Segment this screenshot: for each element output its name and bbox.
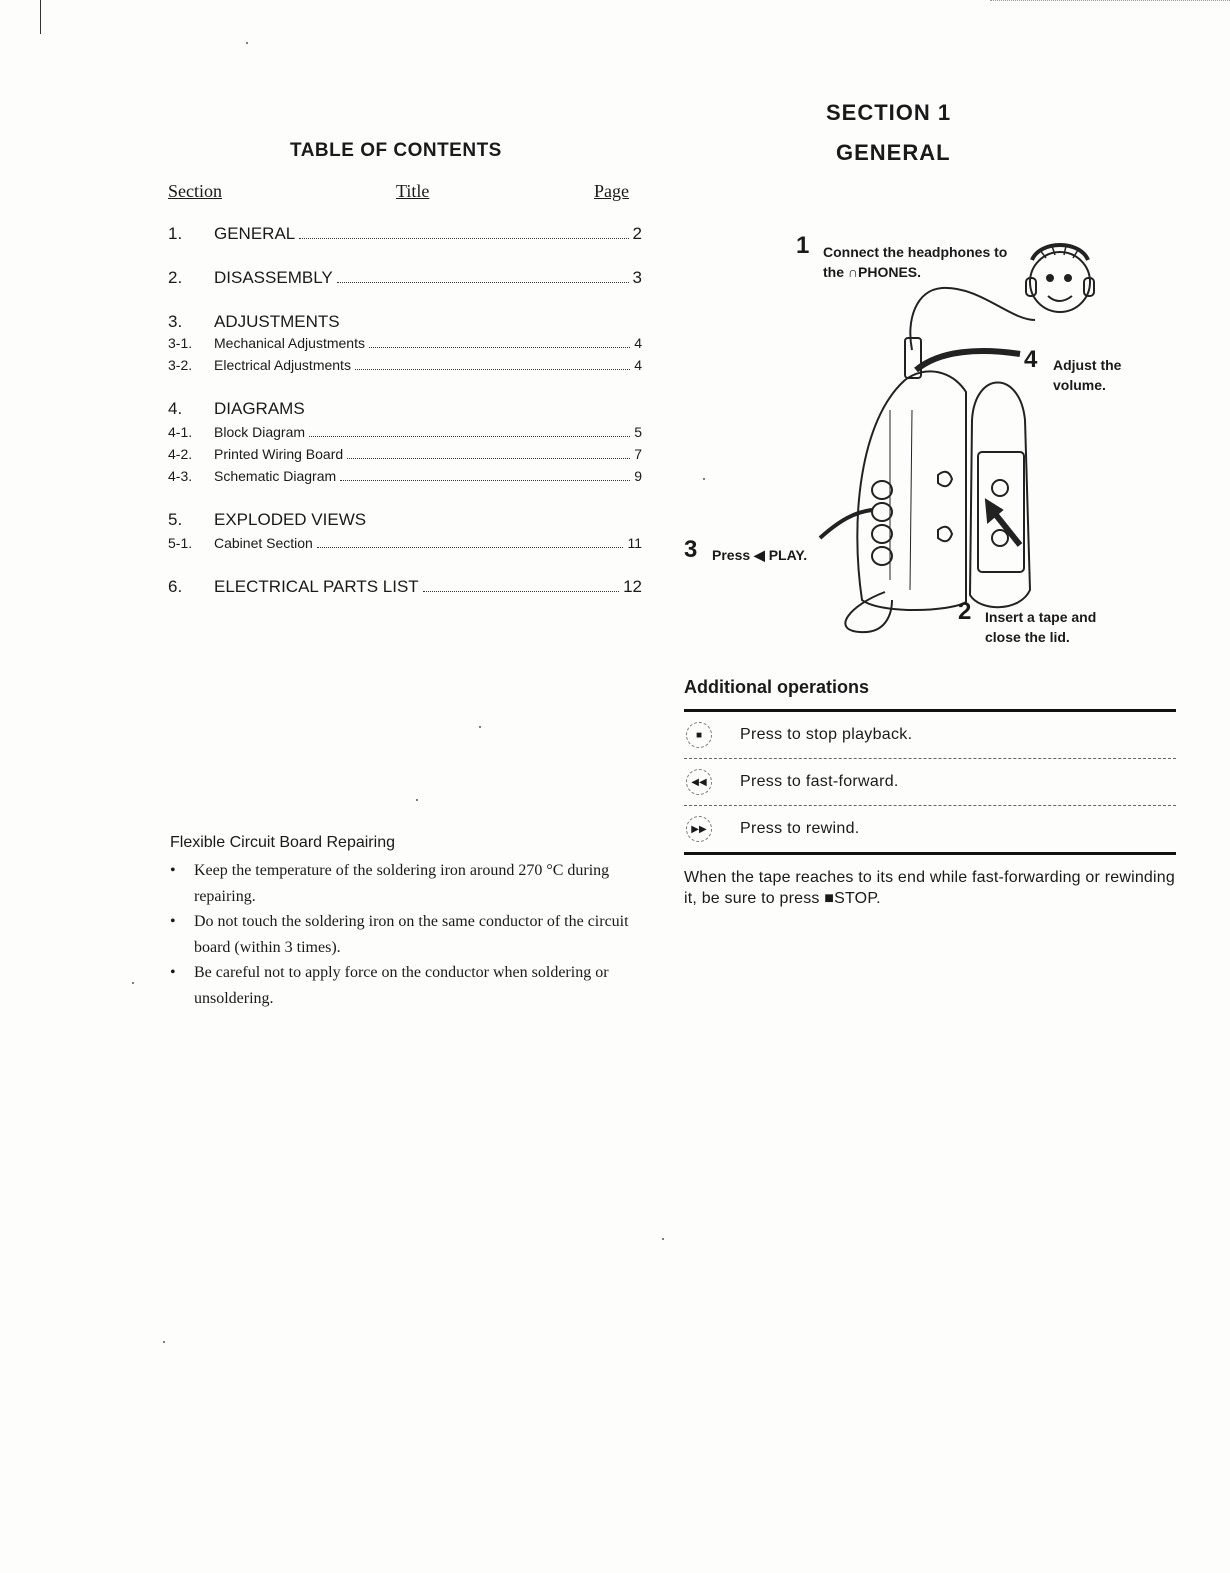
step-2-text: Insert a tape and close the lid.: [985, 609, 1097, 645]
toc-row-mechanical-adjustments: [168, 335, 642, 352]
toc-label: ADJUSTMENTS: [214, 312, 340, 331]
stop-icon: [684, 712, 740, 758]
toc-page: 7: [634, 446, 642, 462]
toc-group-exploded-views: [168, 510, 366, 530]
headphones-character-icon: [1026, 245, 1094, 312]
toc-group-adjustments: [168, 312, 340, 332]
toc-label: Block Diagram: [214, 424, 306, 440]
toc-page: 2: [632, 224, 642, 243]
fcb-item: • Do not touch the soldering iron on the same conductor of the circuit board (within 3 times).: [170, 909, 640, 960]
toc-leader: [347, 458, 630, 459]
play-arrow: [820, 510, 872, 538]
toc-page: 4: [634, 335, 642, 351]
op-row-stop: [684, 712, 1176, 759]
step-1-number: 1: [796, 232, 810, 259]
stop-glyph: ■: [686, 722, 712, 748]
section-name: GENERAL: [836, 140, 951, 165]
toc-num: 1.: [168, 224, 183, 243]
toc-row-general: [168, 224, 642, 244]
scan-speck: [246, 42, 248, 44]
toc-label: Schematic Diagram: [214, 468, 337, 484]
toc-num: 2.: [168, 268, 183, 287]
toc-num: 3-1.: [168, 335, 193, 351]
toc-row-disassembly: [168, 268, 642, 288]
toc-num: 3.: [168, 312, 183, 331]
toc-page: 9: [634, 468, 642, 484]
scan-speck: [416, 799, 418, 801]
toc-leader: [317, 547, 624, 548]
toc-leader: [423, 591, 619, 592]
fast-forward-icon: [684, 759, 740, 805]
toc-page: 4: [634, 357, 642, 373]
toc-page: 5: [634, 424, 642, 440]
fcb-list: [170, 858, 640, 1011]
toc-num: 4.: [168, 399, 183, 418]
toc-row-printed-wiring-board: [168, 446, 642, 463]
player-buttons: [872, 481, 892, 565]
cassette-player-illustration: [680, 220, 1150, 650]
toc-label: Cabinet Section: [214, 535, 313, 551]
toc-num: 4-1.: [168, 424, 193, 440]
op-text: Press to fast-forward.: [740, 773, 899, 790]
toc-header-section: Section: [168, 181, 222, 201]
fcb-title: Flexible Circuit Board Repairing: [170, 834, 395, 851]
toc-leader: [299, 238, 628, 239]
scan-speck: [662, 1238, 664, 1240]
toc-page: 3: [632, 268, 642, 287]
toc-leader: [340, 480, 630, 481]
toc-group-diagrams: [168, 399, 305, 419]
op-text: Press to rewind.: [740, 820, 860, 837]
toc-leader: [309, 436, 630, 437]
toc-num: 5.: [168, 510, 183, 529]
toc-label: GENERAL: [214, 224, 296, 243]
step-2-number: 2: [958, 598, 972, 625]
toc-leader: [355, 369, 630, 370]
toc-label: Electrical Adjustments: [214, 357, 351, 373]
headphone-cable: [910, 288, 1035, 350]
toc-label: Printed Wiring Board: [214, 446, 344, 462]
toc-label: ELECTRICAL PARTS LIST: [214, 577, 419, 596]
toc-num: 4-3.: [168, 468, 193, 484]
toc-label: EXPLODED VIEWS: [214, 510, 367, 529]
player-body: [857, 371, 966, 610]
step-3-number: 3: [684, 536, 698, 563]
fcb-item: • Be careful not to apply force on the conductor when soldering or unsoldering.: [170, 960, 640, 1011]
fast-forward-glyph: ◀◀: [686, 769, 712, 795]
step-4-text: Adjust the volume.: [1053, 357, 1122, 393]
toc-row-block-diagram: [168, 424, 642, 441]
scan-top-rule: [990, 0, 1230, 2]
toc-num: 6.: [168, 577, 183, 596]
op-row-fast-forward: [684, 759, 1176, 806]
toc-header-page: Page: [594, 181, 629, 201]
scan-speck: [132, 982, 134, 984]
additional-operations-table: [684, 709, 1176, 855]
op-text: Press to stop playback.: [740, 726, 913, 743]
toc-page: 12: [623, 577, 642, 596]
volume-arrow: [916, 351, 1020, 370]
toc-header-title: Title: [396, 181, 430, 201]
toc-row-electrical-adjustments: [168, 357, 642, 374]
section-number: SECTION 1: [826, 100, 952, 125]
scan-edge-mark: [40, 0, 41, 34]
toc-row-cabinet-section: [168, 535, 642, 552]
toc-title: TABLE OF CONTENTS: [290, 140, 502, 161]
rewind-icon: [684, 806, 740, 852]
step-3-text: Press ◀ PLAY.: [712, 547, 808, 563]
rewind-glyph: ▶▶: [686, 816, 712, 842]
toc-label: DIAGRAMS: [214, 399, 305, 418]
fcb-item: • Keep the temperature of the soldering iron around 270 °C during repairing.: [170, 858, 640, 909]
toc-leader: [337, 282, 629, 283]
toc-row-schematic-diagram: [168, 468, 642, 485]
scan-speck: [163, 1341, 165, 1343]
toc-num: 3-2.: [168, 357, 193, 373]
toc-label: Mechanical Adjustments: [214, 335, 365, 351]
stop-note: When the tape reaches to its end while fast-forwarding or rewinding it, be sure to press ■STOP.: [684, 869, 1175, 907]
hand-strap: [845, 592, 892, 632]
toc-row-electrical-parts-list: [168, 577, 642, 597]
step-1-text: Connect the headphones to the ∩PHONES.: [823, 244, 1008, 280]
scan-speck: [479, 726, 481, 728]
additional-operations-title: Additional operations: [684, 677, 870, 697]
toc-label: DISASSEMBLY: [214, 268, 333, 287]
toc-page: 11: [627, 535, 642, 551]
op-row-rewind: [684, 806, 1176, 852]
toc-num: 4-2.: [168, 446, 193, 462]
toc-num: 5-1.: [168, 535, 193, 551]
step-4-number: 4: [1024, 346, 1038, 373]
toc-leader: [369, 347, 630, 348]
